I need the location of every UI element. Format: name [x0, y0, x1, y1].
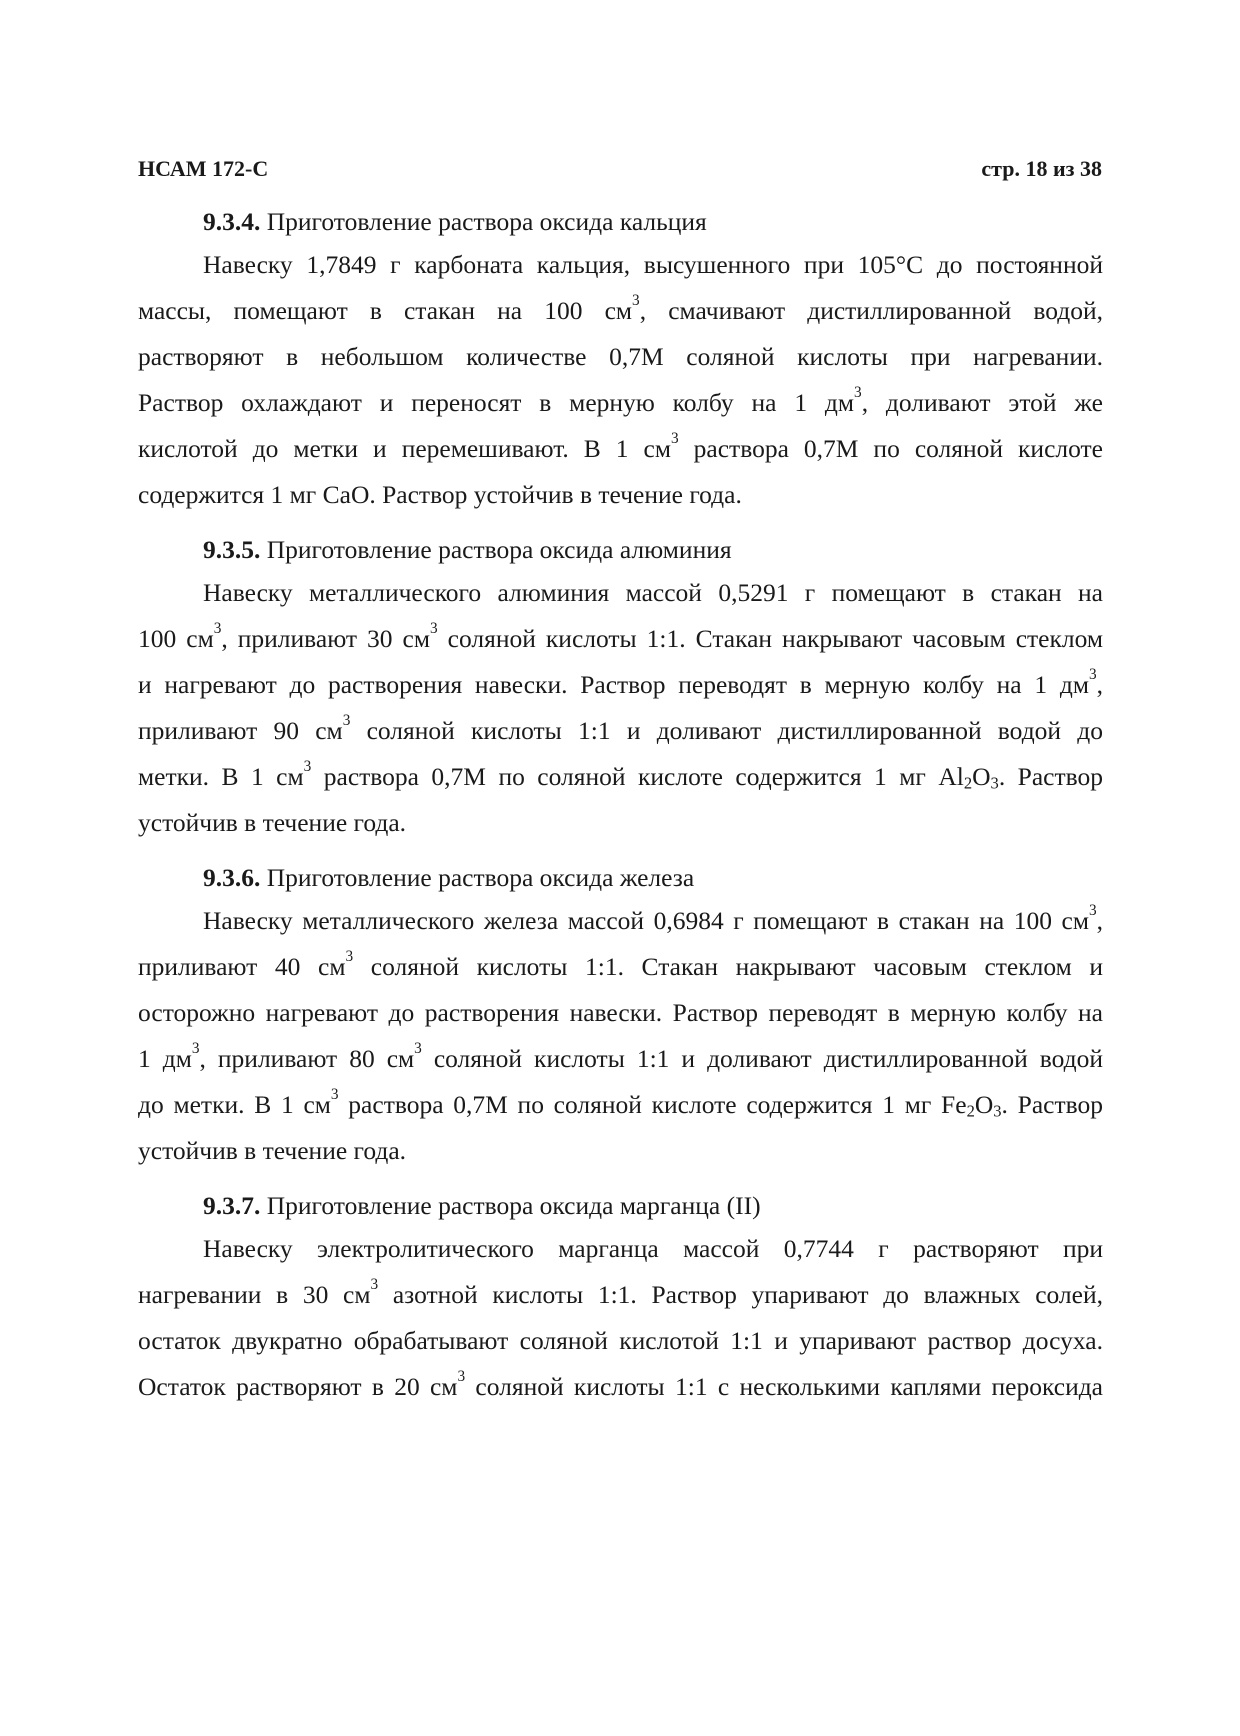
page-number: стр. 18 из 38 [981, 156, 1102, 181]
text-line: до метки. В 1 $см^3$ раствора 0,7М по соляной кислоте содержится 1 мг $Fe_2O_3$. Раствор [138, 1086, 1103, 1121]
text-line: Раствор охлаждают и переносят в мерную колбу на 1 $дм^3$, доливают этой же [138, 384, 1103, 417]
section-9-3-5 [138, 530, 1103, 846]
text-line: Навеску металлического железа массой 0,6984 г помещают в стакан на 100 $см^3$, [203, 902, 1103, 935]
section-paragraph [138, 898, 1103, 1174]
section-number: 9.3.4. [203, 207, 261, 236]
text-line: 100 $см^3$, приливают 30 $см^3$ соляной кислоты 1:1. Стакан накрывают часовым стеклом [138, 620, 1103, 653]
text-line: кислотой до метки и перемешивают. В 1 $см^3$ раствора 0,7М по соляной кислоте [138, 430, 1104, 463]
section-heading [203, 1186, 1103, 1226]
section-9-3-4 [138, 202, 1103, 518]
text-line: метки. В 1 $см^3$ раствора 0,7М по соляной кислоте содержится 1 мг $Al_2O_3$. Раствор [138, 758, 1103, 793]
section-heading [203, 530, 1103, 570]
text-line: Навеску металлического алюминия массой 0,5291 г помещают в стакан на [203, 578, 1103, 607]
page-header [138, 156, 1102, 196]
text-line: растворяют в небольшом количестве 0,7М соляной кислоты при нагревании. [138, 342, 1103, 371]
section-9-3-6 [138, 858, 1103, 1174]
text-line: устойчив в течение года. [138, 1136, 407, 1165]
section-paragraph [138, 242, 1103, 518]
text-line: приливают 40 $см^3$ соляной кислоты 1:1. Стакан накрывают часовым стеклом и [138, 948, 1104, 981]
section-title: Приготовление раствора оксида кальция [266, 207, 707, 236]
text-line: Навеску 1,7849 г карбоната кальция, высушенного при 105°С до постоянной [203, 250, 1103, 279]
section-paragraph [138, 570, 1103, 846]
section-9-3-7 [138, 1186, 1103, 1410]
section-title: Приготовление раствора оксида железа [266, 863, 695, 892]
section-paragraph [138, 1226, 1103, 1410]
text-line: осторожно нагревают до растворения навески. Раствор переводят в мерную колбу на [138, 998, 1103, 1027]
text-line: массы, помещают в стакан на 100 $см^3$, смачивают дистиллированной водой, [138, 292, 1104, 325]
document-code: НСАМ 172-С [138, 156, 269, 181]
section-title: Приготовление раствора оксида алюминия [266, 535, 732, 564]
section-number: 9.3.5. [203, 535, 261, 564]
section-number: 9.3.7. [203, 1191, 261, 1220]
text-line: 1 $дм^3$, приливают 80 $см^3$ соляной кислоты 1:1 и доливают дистиллированной водой [138, 1040, 1103, 1073]
text-line: остаток двукратно обрабатывают соляной кислотой 1:1 и упаривают раствор досуха. [138, 1326, 1103, 1355]
text-line: устойчив в течение года. [138, 808, 407, 837]
text-line: содержится 1 мг СаО. Раствор устойчив в течение года. [138, 480, 742, 509]
section-heading [203, 202, 1103, 242]
text-line: Навеску электролитического марганца массой 0,7744 г растворяют при [203, 1234, 1103, 1263]
text-line: Остаток растворяют в 20 $см^3$ соляной кислоты 1:1 с несколькими каплями пероксида [138, 1368, 1104, 1401]
section-title: Приготовление раствора оксида марганца (II) [266, 1191, 761, 1220]
text-line: нагревании в 30 $см^3$ азотной кислоты 1:1. Раствор упаривают до влажных солей, [138, 1276, 1103, 1309]
text-line: приливают 90 $см^3$ соляной кислоты 1:1 и доливают дистиллированной водой до [138, 712, 1104, 745]
section-heading [203, 858, 1103, 898]
section-number: 9.3.6. [203, 863, 261, 892]
text-line: и нагревают до растворения навески. Раствор переводят в мерную колбу на 1 $дм^3$, [138, 666, 1103, 699]
